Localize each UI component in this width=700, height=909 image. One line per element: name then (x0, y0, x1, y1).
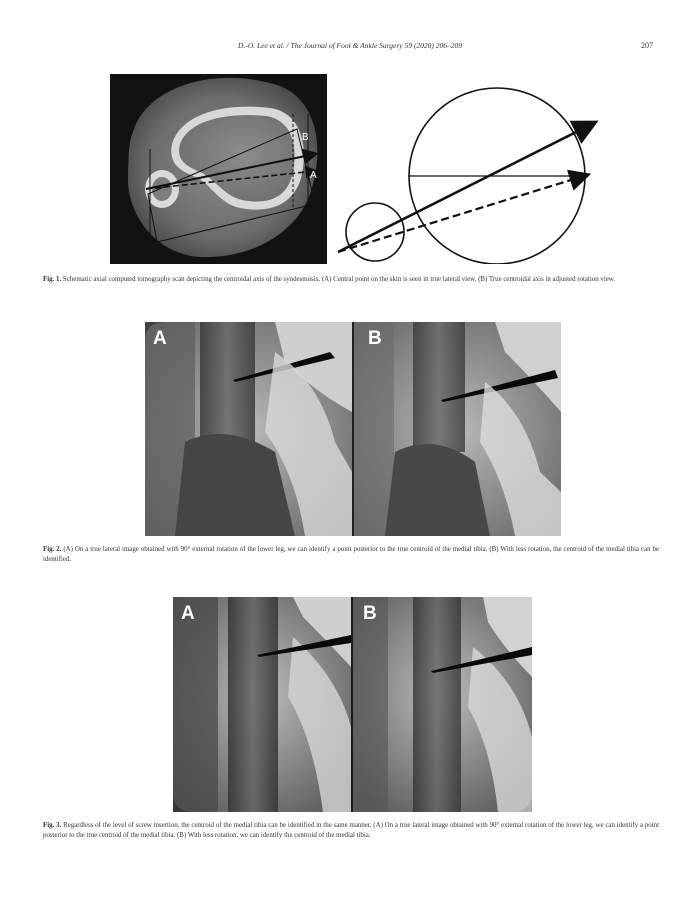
ct-label-b: B (302, 132, 309, 143)
figure-1-caption (43, 275, 659, 285)
running-head: D.-O. Lee et al. / The Journal of Foot & Ankle Surgery 59 (2020) 206–209 (238, 41, 462, 50)
figure-2-panel-b (354, 322, 561, 536)
figure-1-caption-label: Fig. 1. (43, 276, 62, 283)
ct-scan-illustration (110, 74, 327, 264)
centroidal-axis-diagram (332, 74, 612, 264)
figure-3-caption (43, 821, 659, 841)
figure-3-radiographs (173, 597, 532, 812)
figure-3-caption-text: Regardless of the level of screw insertion, the centroid of the medial tibia can be identified in the same manner. (A) On a true lateral image obtained with 90° external rotation of the lower leg, we can identify a point posterior to the true centroid of the medial tibia. (B) With less rotation, we can identify the centroid of the medial tibia. (43, 822, 659, 839)
figure-3-panel-a (173, 597, 351, 812)
figure-2-image (145, 322, 561, 536)
figure-3-caption-label: Fig. 3. (43, 822, 62, 829)
figure-1-ct-image (110, 74, 327, 264)
figure-3-image (173, 597, 532, 812)
figure-2-radiographs (145, 322, 561, 536)
figure-2-panel-a (145, 322, 352, 536)
figure-2-caption-text: (A) On a true lateral image obtained with 90° external rotation of the lower leg, we can identify a point posterior to the true centroid of the medial tibia. (B) With less rotation, the centroid of the medial tibia can be identified. (43, 546, 659, 563)
lateral-view-axis-arrow (338, 175, 587, 252)
figure-2-caption (43, 545, 659, 565)
true-centroidal-axis-arrow (338, 123, 594, 252)
figure-1-caption-text: Schematic axial computed tomography scan depicting the centroidal axis of the syndesmosis. (A) Central point on the skin is seen in true lateral view. (B) True centroidal axis in adjusted rotation view. (62, 276, 616, 283)
ct-label-a: A (310, 170, 317, 181)
figure-3-label-b: B (363, 603, 377, 624)
figure-2-label-a: A (153, 328, 167, 349)
figure-2-caption-label: Fig. 2. (43, 546, 62, 553)
figure-2-label-b: B (368, 328, 382, 349)
figure-1-schematic (332, 74, 612, 264)
page-number: 207 (641, 41, 653, 50)
figure-3-label-a: A (181, 603, 195, 624)
figure-3-panel-b (353, 597, 532, 812)
